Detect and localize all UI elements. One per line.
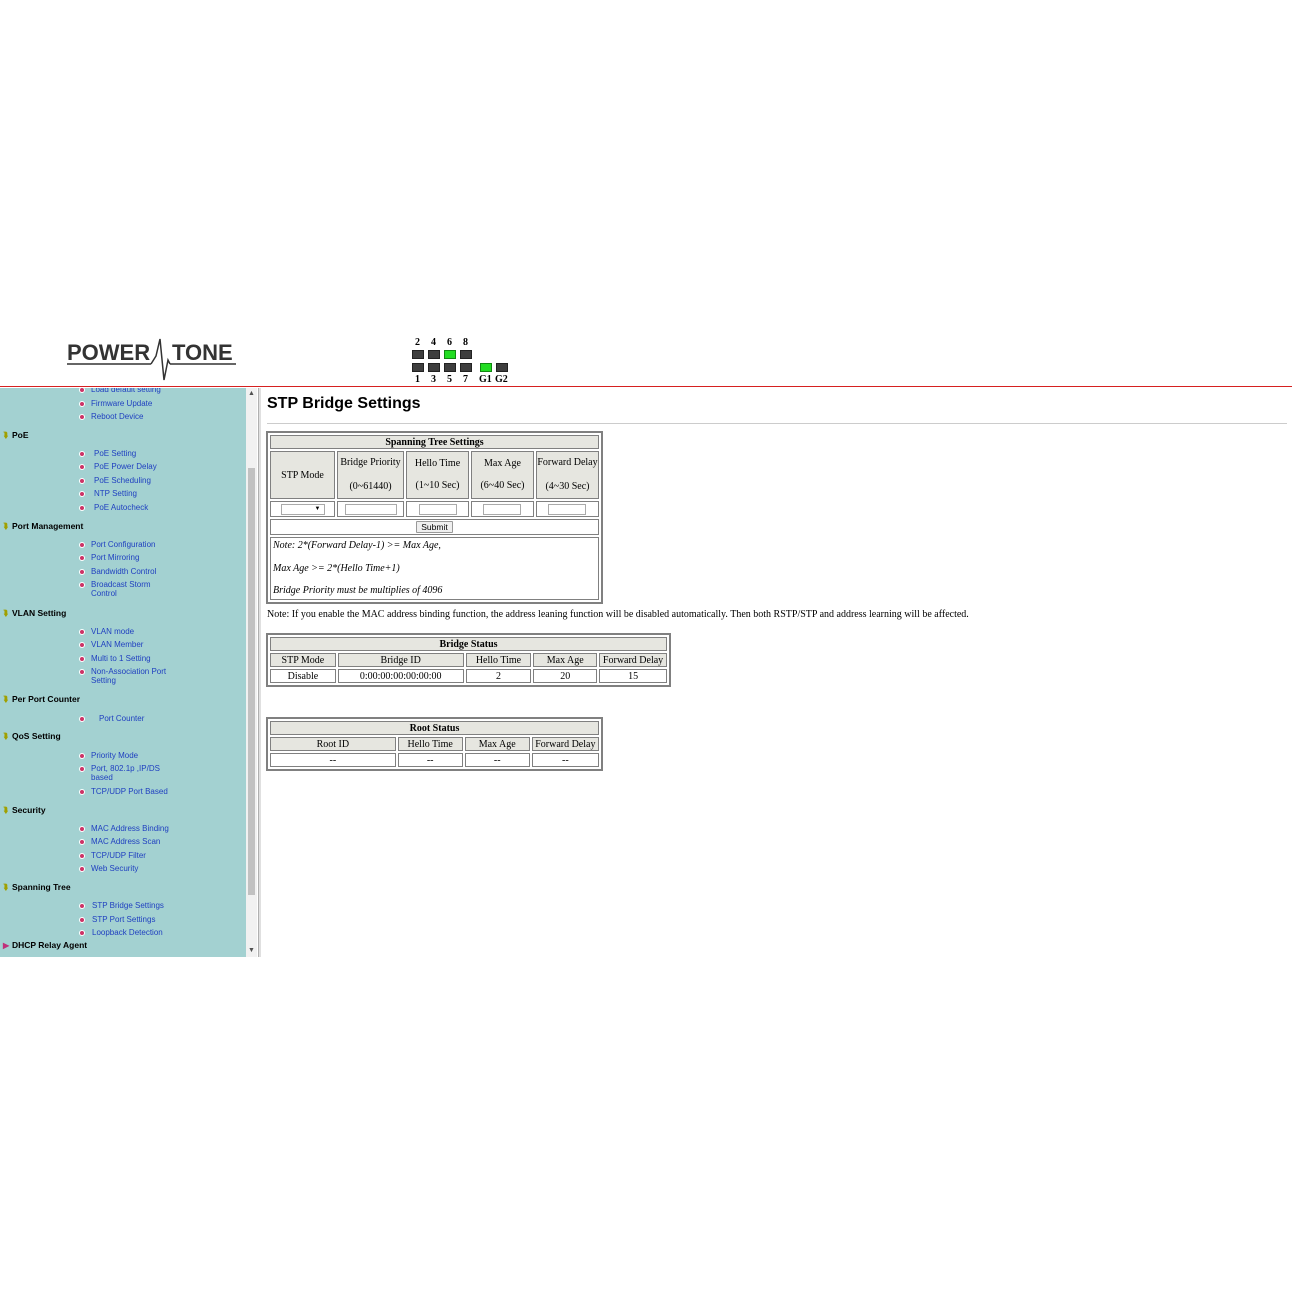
bullet-icon — [79, 629, 85, 635]
scroll-up-arrow-icon[interactable]: ▲ — [248, 390, 255, 397]
table-cell: -- — [532, 753, 599, 767]
bullet-icon — [79, 464, 85, 470]
bullet-icon — [79, 839, 85, 845]
notes-cell — [270, 537, 599, 600]
port-g1-indicator[interactable] — [480, 363, 492, 372]
table-title: Spanning Tree Settings — [270, 435, 599, 449]
sidebar-item-vlan-member[interactable]: VLAN Member — [91, 640, 144, 649]
port-label-g1: G1 — [479, 374, 492, 385]
port-label-8: 8 — [463, 337, 468, 348]
sidebar-scrollbar[interactable] — [246, 388, 257, 957]
submit-button[interactable]: Submit — [416, 521, 452, 533]
table-cell: 20 — [533, 669, 597, 683]
title-divider — [267, 423, 1287, 424]
port-status-panel — [410, 337, 520, 387]
sidebar-item-tcp-udp-port-based[interactable]: TCP/UDP Port Based — [91, 787, 168, 796]
submit-cell — [270, 519, 599, 535]
bullet-icon — [79, 866, 85, 872]
sidebar-group-dhcp-relay-agent[interactable]: ▶ DHCP Relay Agent — [3, 940, 88, 950]
root-status-table — [266, 717, 603, 771]
port-label-5: 5 — [447, 374, 452, 385]
table-cell: Disable — [270, 669, 336, 683]
max-age-cell — [471, 501, 534, 517]
sidebar-item-vlan-mode[interactable]: VLAN mode — [91, 627, 135, 636]
sidebar-group-security[interactable]: ⮯ Security — [3, 805, 46, 815]
bullet-icon — [79, 555, 85, 561]
bridge-status-table — [266, 633, 671, 687]
column-header: Bridge Priority (0~61440) — [337, 451, 404, 499]
column-header: Forward Delay — [599, 653, 667, 667]
port-4-indicator[interactable] — [428, 350, 440, 359]
sidebar-group-vlan-setting[interactable]: ⮯ VLAN Setting — [3, 608, 67, 618]
sidebar-group-spanning-tree[interactable]: ⮯ Spanning Tree — [3, 882, 71, 892]
sidebar-item-poe-setting[interactable]: PoE Setting — [94, 449, 137, 458]
column-header: STP Mode — [270, 653, 336, 667]
main-content — [262, 388, 1292, 957]
column-header: Hello Time — [466, 653, 532, 667]
bullet-icon — [79, 903, 85, 909]
bullet-icon — [79, 414, 85, 420]
bridge-priority-input[interactable] — [345, 504, 397, 515]
folder-open-icon: ⮯ — [3, 883, 8, 892]
folder-open-icon: ⮯ — [3, 609, 8, 618]
port-7-indicator[interactable] — [460, 363, 472, 372]
column-header: Max Age — [465, 737, 530, 751]
port-label-6: 6 — [447, 337, 452, 348]
sidebar-menu — [0, 388, 246, 957]
bullet-icon — [79, 716, 85, 722]
table-cell: 15 — [599, 669, 667, 683]
sidebar-item-reboot-device[interactable]: Reboot Device — [91, 412, 144, 421]
scrollbar-thumb[interactable] — [248, 468, 255, 895]
sidebar-item-bandwidth-control[interactable]: Bandwidth Control — [91, 567, 157, 576]
bullet-icon — [79, 789, 85, 795]
sidebar-item-web-security[interactable]: Web Security — [91, 864, 139, 873]
port-1-indicator[interactable] — [412, 363, 424, 372]
sidebar-item-non-association-port-setting[interactable]: Non-Association Port — [91, 667, 167, 676]
sidebar-item-poe-scheduling[interactable]: PoE Scheduling — [94, 476, 151, 485]
port-label-2: 2 — [415, 337, 420, 348]
bullet-icon — [79, 669, 85, 675]
sidebar-item-ntp-setting[interactable]: NTP Setting — [94, 489, 137, 498]
stp-mode-cell — [270, 501, 335, 517]
bullet-icon — [79, 451, 85, 457]
sidebar-item-broadcast-storm-control[interactable]: Broadcast Storm — [91, 580, 151, 589]
sidebar-group-per-port-counter[interactable]: ⮯ Per Port Counter — [3, 694, 81, 704]
column-header: Root ID — [270, 737, 396, 751]
sidebar-item-port-8021p-ipds-based-line2[interactable]: based — [91, 773, 113, 782]
port-5-indicator[interactable] — [444, 363, 456, 372]
bullet-icon — [79, 656, 85, 662]
svg-text:TONE: TONE — [172, 340, 233, 365]
column-header: STP Mode — [270, 451, 335, 499]
port-label-7: 7 — [463, 374, 468, 385]
bullet-icon — [79, 826, 85, 832]
sidebar-item-stp-bridge-settings[interactable]: STP Bridge Settings — [92, 901, 164, 910]
sidebar-item-tcp-udp-filter[interactable]: TCP/UDP Filter — [91, 851, 146, 860]
powertone-logo — [66, 336, 238, 386]
column-header: Hello Time (1~10 Sec) — [406, 451, 469, 499]
sidebar-group-poe[interactable]: ⮯ PoE — [3, 430, 29, 440]
port-g2-indicator[interactable] — [496, 363, 508, 372]
max-age-input[interactable] — [483, 504, 521, 515]
port-label-4: 4 — [431, 337, 436, 348]
bullet-icon — [79, 388, 85, 393]
table-title: Bridge Status — [270, 637, 667, 651]
sidebar-item-mac-address-scan[interactable]: MAC Address Scan — [91, 837, 161, 846]
folder-closed-icon: ▶ — [3, 941, 10, 950]
sidebar-item-port-counter[interactable]: Port Counter — [99, 714, 145, 723]
hello-time-cell — [406, 501, 469, 517]
sidebar-item-load-default-setting[interactable]: Load default setting — [91, 388, 161, 394]
bullet-icon — [79, 505, 85, 511]
column-header: Forward Delay (4~30 Sec) — [536, 451, 599, 499]
bullet-icon — [79, 642, 85, 648]
column-header: Bridge ID — [338, 653, 464, 667]
bullet-icon — [79, 582, 85, 588]
column-header: Max Age — [533, 653, 597, 667]
bullet-icon — [79, 542, 85, 548]
table-cell: -- — [398, 753, 463, 767]
folder-open-icon: ⮯ — [3, 522, 8, 531]
sidebar-item-non-association-port-setting-line2[interactable]: Setting — [91, 676, 116, 685]
bullet-icon — [79, 569, 85, 575]
port-label-3: 3 — [431, 374, 436, 385]
table-cell: 2 — [466, 669, 532, 683]
sidebar-group-port-management[interactable]: ⮯ Port Management — [3, 521, 84, 531]
bridge-priority-cell — [337, 501, 404, 517]
sidebar-item-priority-mode[interactable]: Priority Mode — [91, 751, 139, 760]
port-6-indicator[interactable] — [444, 350, 456, 359]
bullet-icon — [79, 478, 85, 484]
table-title: Root Status — [270, 721, 599, 735]
folder-open-icon: ⮯ — [3, 431, 8, 440]
column-header: Hello Time — [398, 737, 463, 751]
bullet-icon — [79, 753, 85, 759]
scroll-down-arrow-icon[interactable]: ▼ — [248, 947, 255, 954]
header-divider — [0, 386, 1292, 387]
bullet-icon — [79, 401, 85, 407]
port-3-indicator[interactable] — [428, 363, 440, 372]
folder-open-icon: ⮯ — [3, 806, 8, 815]
frame-divider[interactable] — [258, 388, 261, 957]
bullet-icon — [79, 491, 85, 497]
sidebar-item-port-mirroring[interactable]: Port Mirroring — [91, 553, 140, 562]
bullet-icon — [79, 766, 85, 772]
sidebar-item-stp-port-settings[interactable]: STP Port Settings — [92, 915, 156, 924]
sidebar-item-port-configuration[interactable]: Port Configuration — [91, 540, 156, 549]
sidebar-item-mac-address-binding[interactable]: MAC Address Binding — [91, 824, 169, 833]
sidebar-item-multi-to-1-setting[interactable]: Multi to 1 Setting — [91, 654, 151, 663]
sidebar-item-firmware-update[interactable]: Firmware Update — [91, 399, 153, 408]
sidebar-item-poe-autocheck[interactable]: PoE Autocheck — [94, 503, 149, 512]
note-line: Note: 2*(Forward Delay-1) >= Max Age, — [273, 540, 441, 551]
sidebar-item-broadcast-storm-control-line2[interactable]: Control — [91, 589, 117, 598]
table-cell: -- — [465, 753, 530, 767]
table-cell: -- — [270, 753, 396, 767]
hello-time-input[interactable] — [419, 504, 457, 515]
page-title: STP Bridge Settings — [267, 395, 421, 412]
bullet-icon — [79, 930, 85, 936]
port-2-indicator[interactable] — [412, 350, 424, 359]
bullet-icon — [79, 853, 85, 859]
sidebar-item-loopback-detection[interactable]: Loopback Detection — [92, 928, 163, 937]
sidebar-group-qos-setting[interactable]: ⮯ QoS Setting — [3, 731, 61, 741]
spanning-tree-settings-table — [266, 431, 603, 604]
port-8-indicator[interactable] — [460, 350, 472, 359]
folder-open-icon: ⮯ — [3, 732, 8, 741]
stp-mode-select[interactable]: ▼ — [281, 504, 325, 515]
column-header: Forward Delay — [532, 737, 599, 751]
note-line: Max Age >= 2*(Hello Time+1) — [273, 562, 400, 574]
sidebar-item-port-8021p-ipds-based[interactable]: Port, 802.1p ,IP/DS — [91, 764, 160, 773]
column-header: Max Age (6~40 Sec) — [471, 451, 534, 499]
folder-open-icon: ⮯ — [3, 695, 8, 704]
svg-text:POWER: POWER — [67, 340, 151, 365]
table-cell: 0:00:00:00:00:00:00 — [338, 669, 464, 683]
note-line: Bridge Priority must be multiplies of 4096 — [273, 585, 443, 596]
forward-delay-input[interactable] — [548, 504, 586, 515]
bullet-icon — [79, 917, 85, 923]
port-label-g2: G2 — [495, 374, 508, 385]
mac-binding-note: Note: If you enable the MAC address binding function, the address leaning function will be disabled automatically. Then both RSTP/STP and address learning will be affected. — [267, 609, 969, 620]
sidebar-item-poe-power-delay[interactable]: PoE Power Delay — [94, 462, 157, 471]
forward-delay-cell — [536, 501, 599, 517]
port-label-1: 1 — [415, 374, 420, 385]
